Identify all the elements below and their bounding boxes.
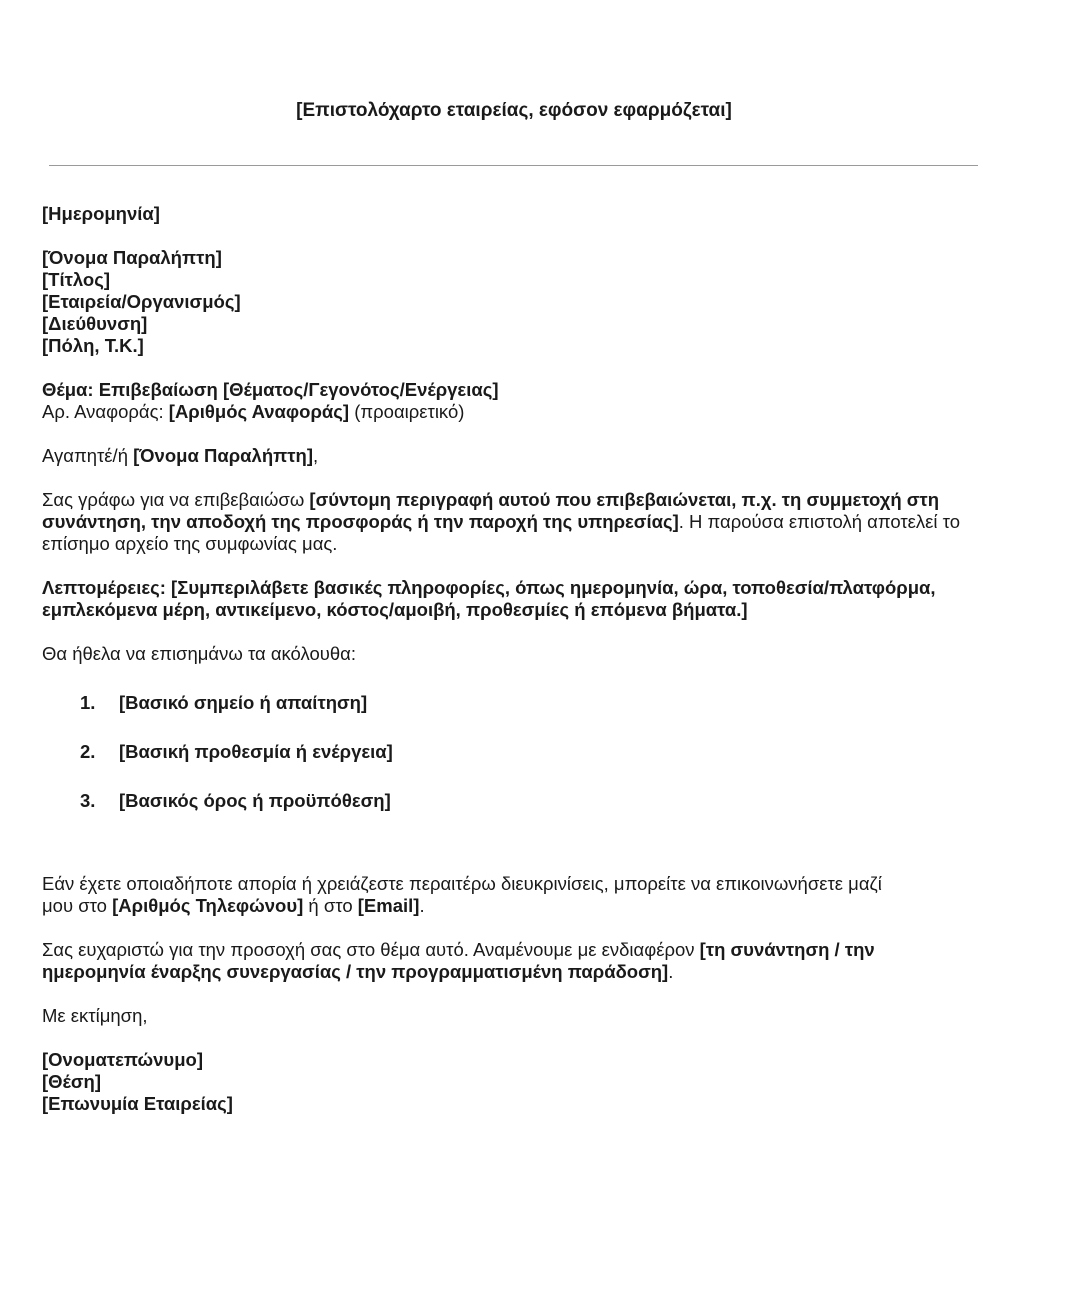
header-divider bbox=[49, 165, 978, 166]
list-item: 3. [Βασικός όρος ή προϋπόθεση] bbox=[80, 790, 391, 811]
contact-paragraph: Εάν έχετε οποιαδήποτε απορία ή χρειάζεστε περαιτέρω διευκρινίσεις, μπορείτε να επικοινωνήσετε μαζί μου στο [Αριθμός Τηλεφώνου] ή στο [Email]. bbox=[42, 873, 882, 916]
sign-off: Με εκτίμηση, bbox=[42, 1005, 148, 1026]
confirmation-paragraph: Σας γράφω για να επιβεβαιώσω [σύντομη περιγραφή αυτού που επιβεβαιώνεται, π.χ. τη συμμετοχή στη συνάντηση, την αποδοχή της προσφοράς ή την παροχή της υπηρεσίας]. Η παρούσα επιστολή αποτελεί το επίσημο αρχείο της συμφωνίας μας. bbox=[42, 489, 960, 554]
date: [Ημερομηνία] bbox=[42, 203, 160, 224]
recipient-city: [Πόλη, Τ.Κ.] bbox=[42, 335, 144, 356]
points-intro: Θα ήθελα να επισημάνω τα ακόλουθα: bbox=[42, 643, 356, 664]
details-paragraph: Λεπτομέρειες: [Συμπεριλάβετε βασικές πληροφορίες, όπως ημερομηνία, ώρα, τοποθεσία/πλατφόρμα, εμπλεκόμενα μέρη, αντικείμενο, κόστος/αμοιβή, προθεσμίες ή επόμενα βήματα.] bbox=[42, 577, 936, 620]
subject-line: Θέμα: Επιβεβαίωση [Θέματος/Γεγονότος/Ενέργειας] bbox=[42, 379, 499, 400]
signature-block bbox=[42, 1049, 982, 1115]
signature-company: [Επωνυμία Εταιρείας] bbox=[42, 1093, 233, 1114]
recipient-title: [Τίτλος] bbox=[42, 269, 111, 290]
signature-name: [Ονοματεπώνυμο] bbox=[42, 1049, 203, 1070]
recipient-company: [Εταιρεία/Οργανισμός] bbox=[42, 291, 241, 312]
list-item: 1. [Βασικό σημείο ή απαίτηση] bbox=[80, 692, 368, 713]
recipient-block bbox=[42, 247, 982, 357]
closing-paragraph: Σας ευχαριστώ για την προσοχή σας στο θέμα αυτό. Αναμένουμε με ενδιαφέρον [τη συνάντηση / την ημερομηνία έναρξης συνεργασίας / την προγραμματισμένη παράδοση]. bbox=[42, 939, 875, 982]
key-points-list bbox=[42, 692, 982, 812]
recipient-name: [Όνομα Παραλήπτη] bbox=[42, 247, 222, 268]
subject-block bbox=[42, 379, 982, 423]
reference-line: Αρ. Αναφοράς: [Αριθμός Αναφοράς] (προαιρετικό) bbox=[42, 401, 465, 422]
letterhead: [Επιστολόχαρτο εταιρείας, εφόσον εφαρμόζεται] bbox=[296, 100, 732, 121]
signature-position: [Θέση] bbox=[42, 1071, 102, 1092]
letter-body bbox=[42, 203, 982, 1115]
list-item: 2. [Βασική προθεσμία ή ενέργεια] bbox=[80, 741, 393, 762]
salutation: Αγαπητέ/ή [Όνομα Παραλήπτη], bbox=[42, 445, 319, 466]
recipient-address: [Διεύθυνση] bbox=[42, 313, 148, 334]
